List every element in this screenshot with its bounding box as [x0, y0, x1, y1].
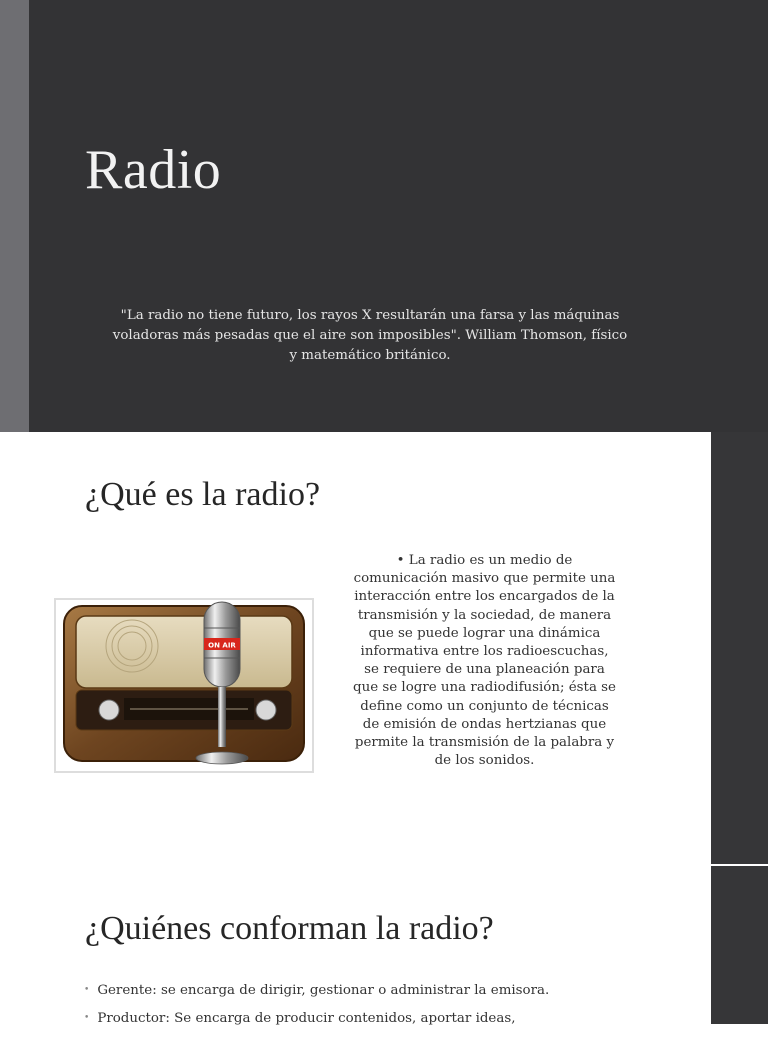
slide-heading: ¿Quiénes conforman la radio?: [85, 910, 494, 947]
members-slide: [0, 866, 768, 1024]
slide-title: Radio: [85, 139, 222, 201]
slide-sidebar: [711, 432, 768, 864]
svg-text:ON AIR: ON AIR: [208, 641, 236, 650]
bullet-icon: •: [84, 1013, 90, 1023]
quote-text: "La radio no tiene futuro, los rayos X resultarán una farsa y las máquinas voladoras más pesadas que el aire son imposibles". William Thomson, físico y matemático británico.: [112, 308, 628, 363]
list-item-text: Productor: Se encarga de producir contenidos, aportar ideas,: [97, 1011, 516, 1026]
accent-stripe: [0, 0, 29, 432]
slide-sidebar: [711, 866, 768, 1024]
title-slide: [0, 0, 768, 432]
list-item-text: Gerente: se encarga de dirigir, gestionar o administrar la emisora.: [97, 983, 550, 998]
definition-text: • La radio es un medio de comunicación masivo que permite una interacción entre los encargados de la transmisión y la sociedad, de manera que se puede lograr una dinámica informativa entre los radioescuchas, se requiere de una planeación para que se logre una radiodifusión; ésta se define como un conjunto de técnicas de emisión de ondas hertzianas que permite la transmisión de la palabra y de los sonidos.: [353, 553, 616, 769]
members-list: [84, 981, 549, 1037]
definition-slide: [0, 432, 768, 864]
slide-heading: ¿Qué es la radio?: [85, 476, 321, 513]
list-item: [84, 981, 549, 1009]
bullet-icon: •: [84, 985, 90, 995]
list-item: [84, 1009, 549, 1037]
radio-image: [54, 598, 314, 773]
